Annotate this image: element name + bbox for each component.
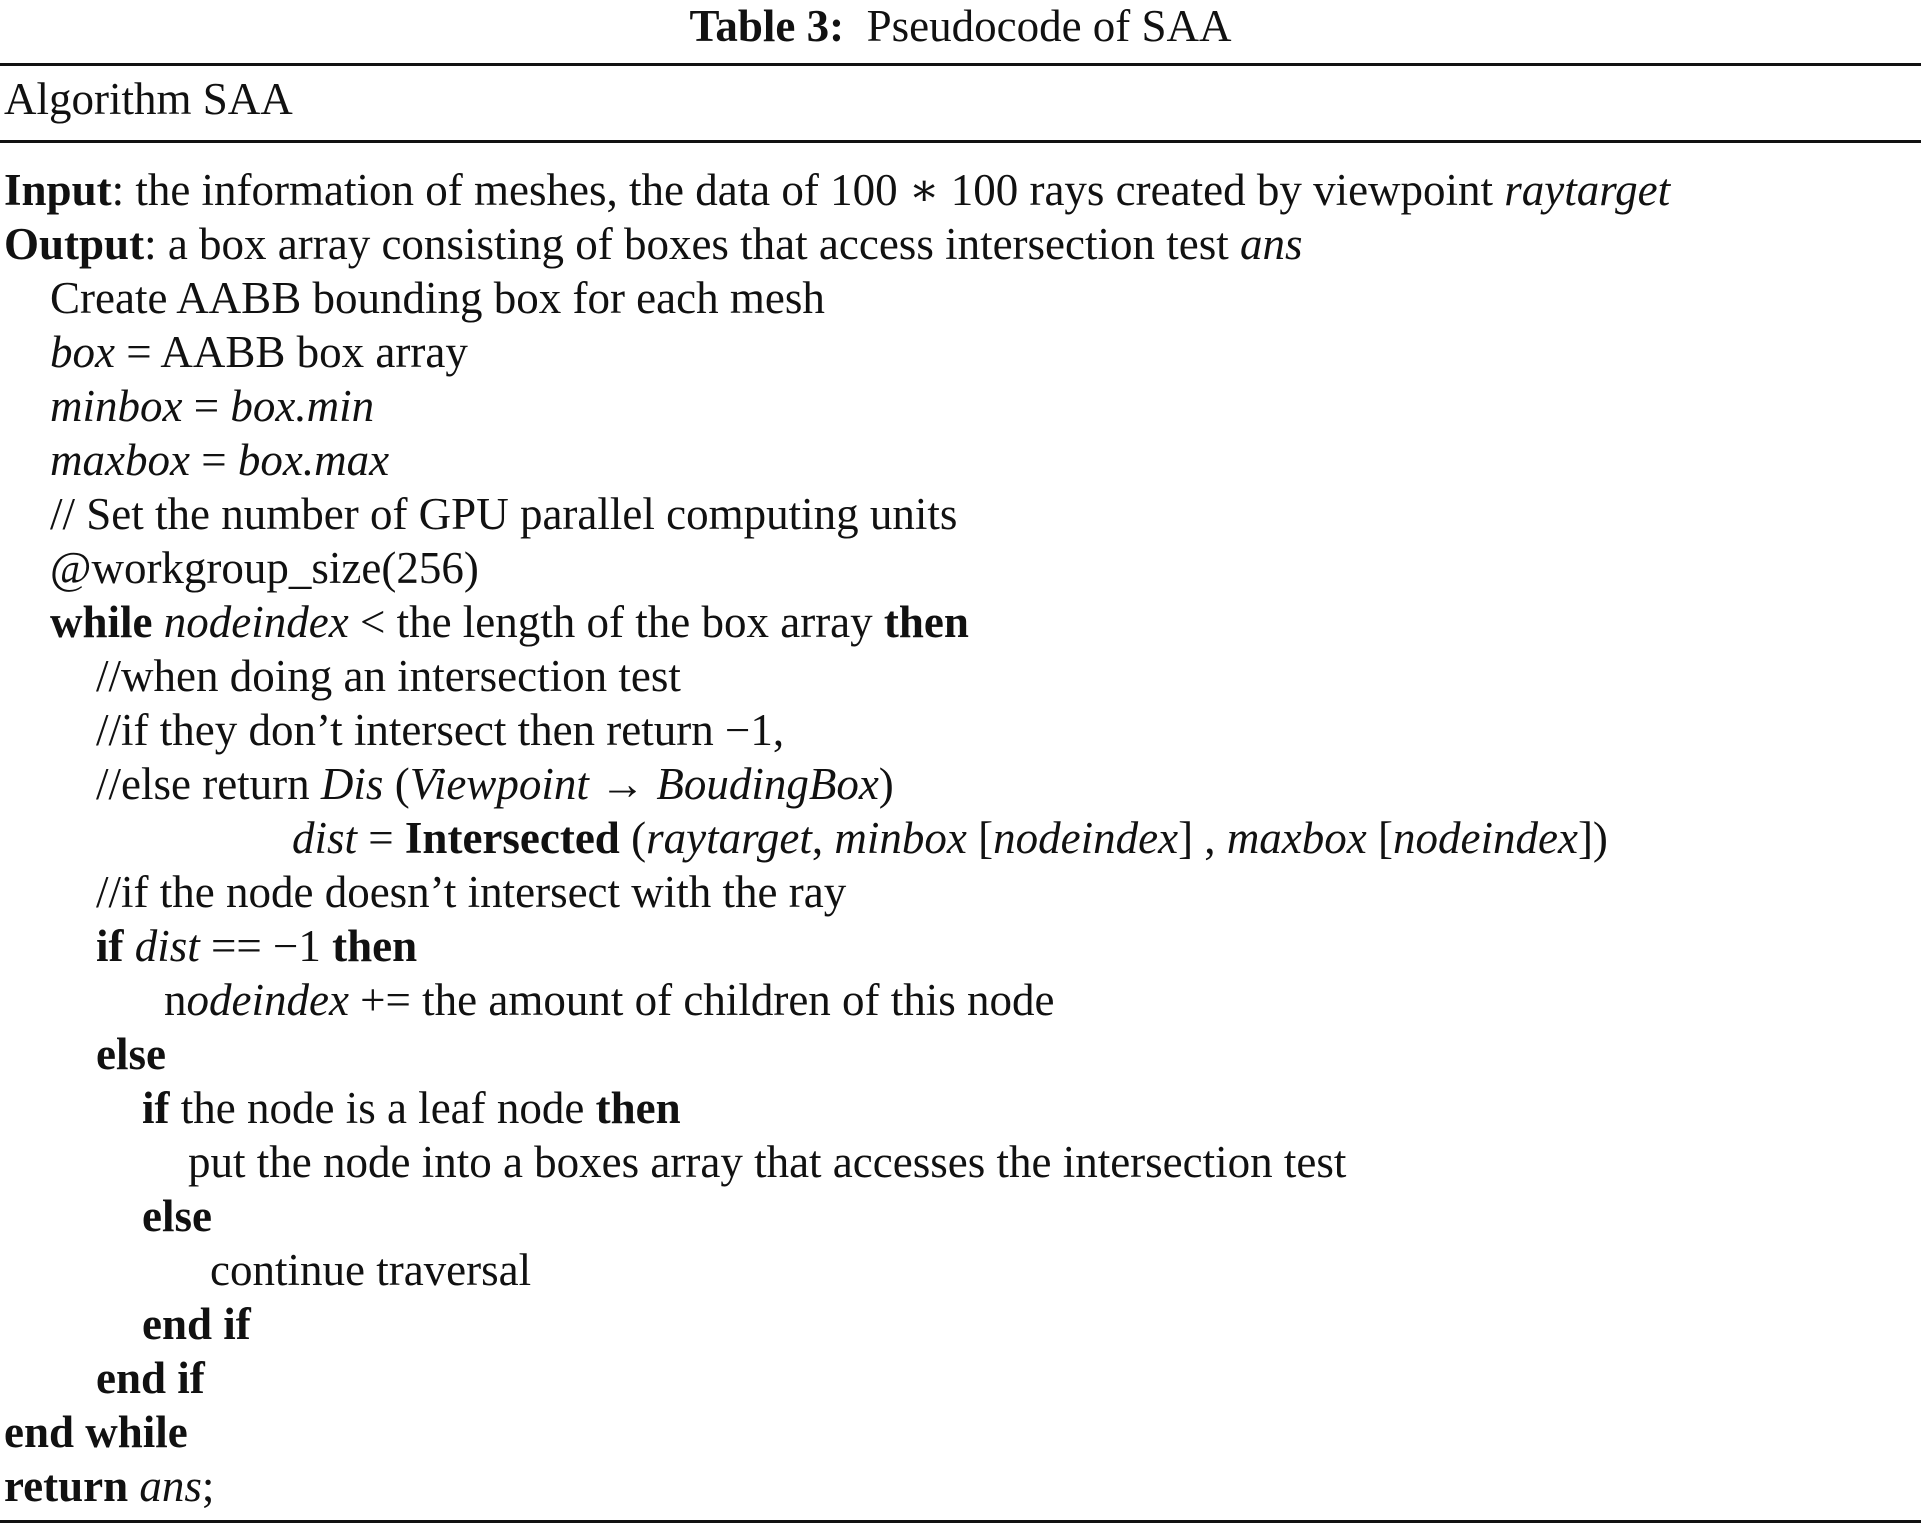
code-comment: // Set the number of GPU parallel computing units xyxy=(50,489,958,539)
code-comment: //when doing an intersection test xyxy=(96,651,681,701)
code-line: maxbox = box.max xyxy=(50,435,390,485)
input-variable: raytarget xyxy=(1504,165,1671,215)
input-keyword: Input xyxy=(4,165,112,215)
code-line-end-if: end if xyxy=(96,1353,205,1403)
code-line: box = AABB box array xyxy=(50,327,468,377)
output-text: : a box array consisting of boxes that access intersection test xyxy=(144,219,1240,269)
table-label: Table 3: xyxy=(689,1,845,51)
code-line-input xyxy=(4,163,1914,217)
pseudocode-body xyxy=(4,163,1914,1513)
table-caption xyxy=(0,1,1921,51)
code-line: nodeindex += the amount of children of this node xyxy=(164,975,1055,1025)
algorithm-name: Algorithm SAA xyxy=(4,74,293,124)
code-line-end-if: end if xyxy=(142,1299,251,1349)
output-variable: ans xyxy=(1240,219,1303,269)
code-line-end-while: end while xyxy=(4,1407,188,1457)
input-text: : the information of meshes, the data of 100 ∗ 100 rays created by viewpoint xyxy=(111,165,1505,215)
code-line: minbox = box.min xyxy=(50,381,375,431)
output-keyword: Output xyxy=(4,219,145,269)
code-line-while: while nodeindex < the length of the box array then xyxy=(50,597,969,647)
code-comment: //else return Dis (Viewpoint → BoudingBox) xyxy=(96,759,894,809)
header-rule xyxy=(0,140,1921,143)
code-line: @workgroup_size(256) xyxy=(50,543,479,593)
top-rule xyxy=(0,63,1921,66)
code-comment: //if they don’t intersect then return −1, xyxy=(96,705,785,755)
code-line-output xyxy=(4,217,1914,271)
code-comment: //if the node doesn’t intersect with the ray xyxy=(96,867,847,917)
code-line: put the node into a boxes array that accesses the intersection test xyxy=(188,1137,1347,1187)
code-line: Create AABB bounding box for each mesh xyxy=(50,273,825,323)
code-line: continue traversal xyxy=(210,1245,532,1295)
code-line-if: if dist == −1 then xyxy=(96,921,418,971)
table-title: Pseudocode of SAA xyxy=(866,1,1232,51)
code-line-else: else xyxy=(96,1029,166,1079)
code-line-return: return ans; xyxy=(4,1461,215,1511)
code-line-else: else xyxy=(142,1191,212,1241)
code-line-if: if the node is a leaf node then xyxy=(142,1083,681,1133)
code-line-intersected: dist = Intersected (raytarget, minbox [nodeindex] , maxbox [nodeindex]) xyxy=(292,813,1608,863)
bottom-rule xyxy=(0,1520,1921,1523)
